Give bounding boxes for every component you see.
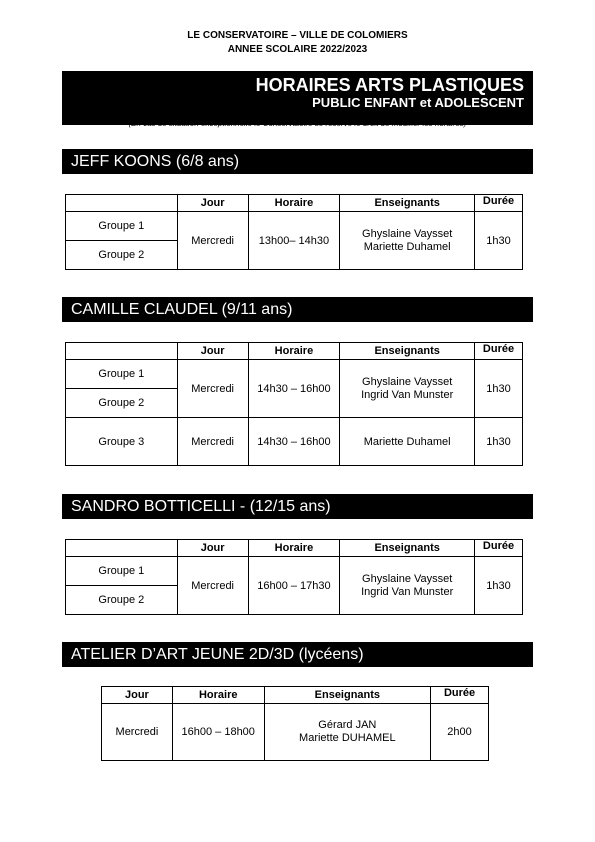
teacher-name: Ingrid Van Munster: [361, 388, 454, 401]
jour-cell: Mercredi: [177, 360, 248, 418]
header-horaire: Horaire: [248, 343, 340, 360]
group-cell: Groupe 1: [66, 212, 178, 241]
table-row: [66, 418, 523, 466]
teacher-name: Ghyslaine Vaysset: [362, 227, 453, 240]
organization-name: LE CONSERVATOIRE – VILLE DE COLOMIERS: [187, 30, 408, 41]
duree-cell: 1h30: [475, 360, 523, 418]
table-row: [66, 212, 523, 241]
header-enseignants: Enseignants: [340, 540, 475, 557]
teacher-name: Mariette DUHAMEL: [299, 732, 396, 744]
teacher-name: Ghyslaine Vaysset: [362, 572, 453, 585]
header-duree: Durée: [475, 343, 523, 360]
header-jour: Jour: [102, 687, 173, 704]
group-cell: Groupe 2: [66, 241, 178, 270]
section-title-jeff-koons: [62, 149, 533, 174]
table-row: [66, 557, 523, 586]
duree-cell: 1h30: [475, 418, 523, 466]
header-horaire: Horaire: [172, 687, 264, 704]
disclaimer-note: (En cas de situation exceptionnelle le Conservatoire se réserve le droit de modifier les horaires): [128, 119, 467, 128]
header-jour: Jour: [177, 195, 248, 212]
jour-cell: Mercredi: [177, 212, 248, 270]
schedule-table-atelier-art-jeune: [101, 686, 489, 761]
teacher-name: Ghyslaine Vaysset: [362, 375, 453, 388]
empty-header-cell: [66, 195, 178, 212]
page-title: HORAIRES ARTS PLASTIQUES: [255, 75, 524, 95]
enseignants-cell: [340, 557, 475, 615]
group-cell: Groupe 1: [66, 557, 178, 586]
section-title-sandro-botticelli: [62, 494, 533, 519]
group-cell: Groupe 2: [66, 389, 178, 418]
table-header-row: [66, 195, 523, 212]
group-cell: Groupe 2: [66, 586, 178, 615]
horaire-cell: 14h30 – 16h00: [248, 418, 340, 466]
teacher-name: Gérard JAN: [318, 719, 377, 731]
empty-header-cell: [66, 540, 178, 557]
teacher-name: Mariette Duhamel: [363, 240, 451, 253]
jour-cell: Mercredi: [102, 704, 173, 761]
enseignants-cell: [340, 212, 475, 270]
header-enseignants: Enseignants: [340, 195, 475, 212]
group-cell: Groupe 3: [66, 418, 178, 466]
section-title-text: JEFF KOONS (6/8 ans): [71, 153, 240, 170]
header-jour: Jour: [177, 540, 248, 557]
table-row: [102, 704, 489, 761]
page-subtitle: PUBLIC ENFANT et ADOLESCENT: [312, 95, 524, 110]
group-cell: Groupe 1: [66, 360, 178, 389]
duree-cell: 2h00: [431, 704, 489, 761]
title-banner: [62, 71, 533, 125]
enseignants-cell: [264, 704, 431, 761]
horaire-cell: 16h00 – 18h00: [172, 704, 264, 761]
table-header-row: [66, 540, 523, 557]
jour-cell: Mercredi: [177, 557, 248, 615]
school-year: ANNEE SCOLAIRE 2022/2023: [227, 44, 368, 55]
table-header-row: [66, 343, 523, 360]
schedule-table-sandro-botticelli: [65, 539, 523, 615]
jour-cell: Mercredi: [177, 418, 248, 466]
empty-header-cell: [66, 343, 178, 360]
section-title-text: SANDRO BOTTICELLI - (12/15 ans): [71, 498, 331, 515]
enseignants-cell: Mariette Duhamel: [340, 418, 475, 466]
schedule-table-camille-claudel: [65, 342, 523, 466]
schedule-table-jeff-koons: [65, 194, 523, 270]
header-enseignants: Enseignants: [264, 687, 431, 704]
header-duree: Durée: [475, 195, 523, 212]
horaire-cell: 14h30 – 16h00: [248, 360, 340, 418]
duree-cell: 1h30: [475, 557, 523, 615]
horaire-cell: 16h00 – 17h30: [248, 557, 340, 615]
header-jour: Jour: [177, 343, 248, 360]
header-enseignants: Enseignants: [340, 343, 475, 360]
header-horaire: Horaire: [248, 195, 340, 212]
section-title-text: ATELIER D’ART JEUNE 2D/3D (lycéens): [71, 646, 364, 663]
horaire-cell: 13h00– 14h30: [248, 212, 340, 270]
duree-cell: 1h30: [475, 212, 523, 270]
table-header-row: [102, 687, 489, 704]
teacher-name: Ingrid Van Munster: [361, 585, 454, 598]
section-title-atelier-art-jeune: [62, 642, 533, 667]
section-title-camille-claudel: [62, 297, 533, 322]
table-row: [66, 360, 523, 389]
enseignants-cell: [340, 360, 475, 418]
section-title-text: CAMILLE CLAUDEL (9/11 ans): [71, 301, 293, 318]
header-duree: Durée: [431, 687, 489, 704]
header-duree: Durée: [475, 540, 523, 557]
header-horaire: Horaire: [248, 540, 340, 557]
